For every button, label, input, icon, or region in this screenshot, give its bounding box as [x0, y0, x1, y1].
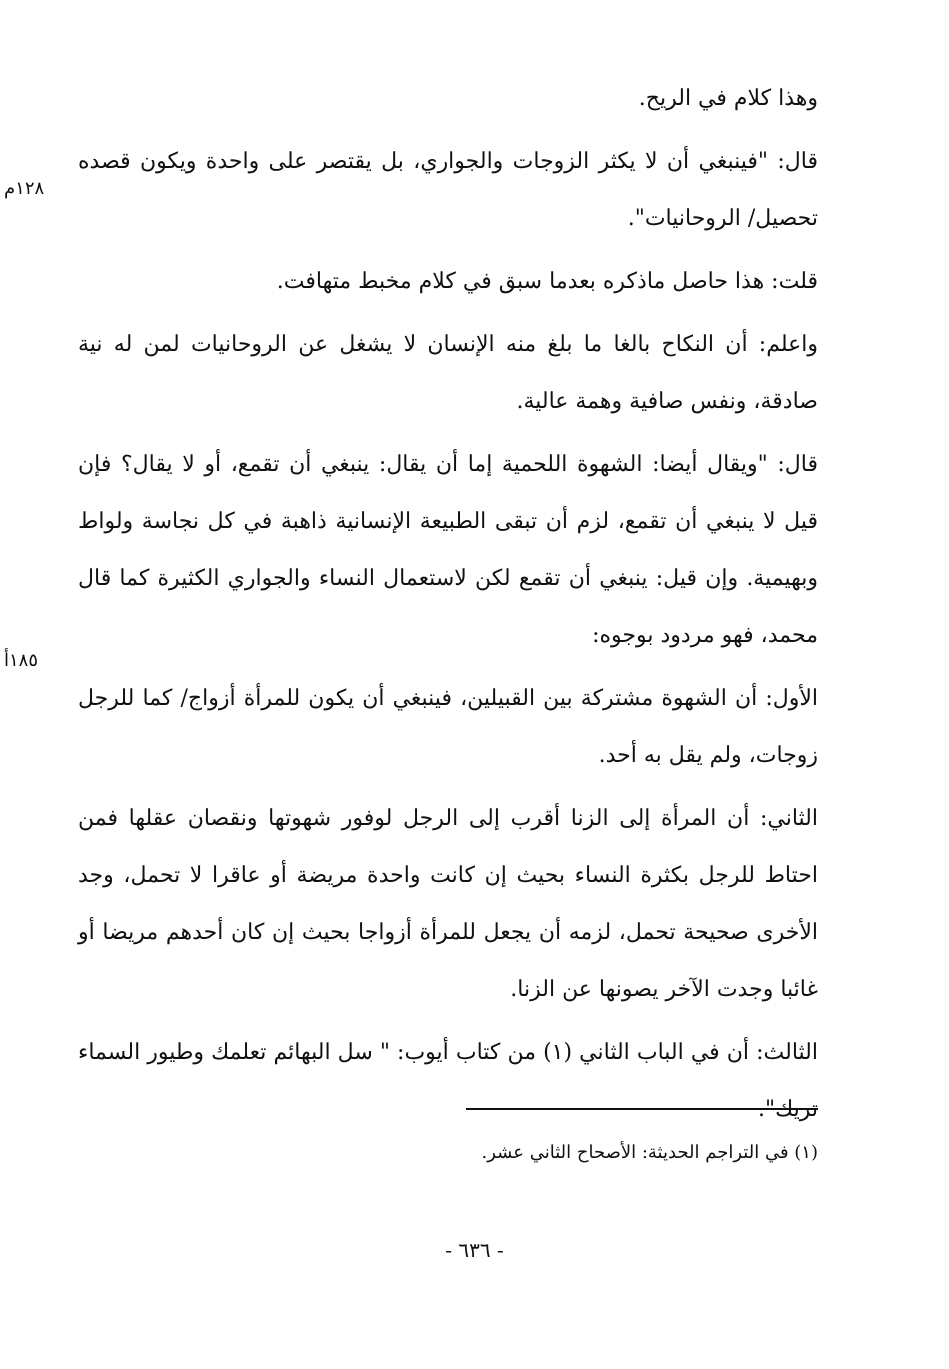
paragraph-2: قال: "فينبغي أن لا يكثر الزوجات والجواري، بل يقتصر على واحدة ويكون قصده تحصيل/ الروحانيات". [78, 149, 818, 231]
paragraph-3: قلت: هذا حاصل ماذكره بعدما سبق في كلام مخبط متهافت. [276, 269, 818, 294]
footnote: (١) في التراجم الحديثة: الأصحاح الثاني عشر. [481, 1142, 818, 1163]
paragraph-8: الثالث: أن في الباب الثاني (١) من كتاب أيوب: " سل البهائم تعلمك وطيور السماء تريك". [78, 1040, 818, 1122]
main-text [78, 70, 818, 1144]
paragraph-6: الأول: أن الشهوة مشتركة بين القبيلين، فينبغي أن يكون للمرأة أزواج/ كما للرجل زوجات، ولم يقل به أحد. [78, 686, 818, 768]
paragraph-7: الثاني: أن المرأة إلى الزنا أقرب إلى الرجل لوفور شهوتها ونقصان عقلها فمن احتاط للرجل بكثرة النساء بحيث إن كانت واحدة مريضة أو عاقرا لا تحمل، وجد الأخرى صحيحة تحمل، لزمه أن يجعل للمرأة أزواجا بحيث إن كان أحدهم مريضا أو غائبا وجدت الآخر يصونها عن الزنا. [78, 806, 818, 1002]
margin-note-folio-1: ١٢٨م [4, 178, 45, 199]
footnote-divider [466, 1108, 818, 1110]
margin-note-folio-2: ١٨٥أ [4, 650, 39, 671]
page-number: - ٦٣٦ - [445, 1238, 504, 1262]
paragraph-4: واعلم: أن النكاح بالغا ما بلغ منه الإنسان لا يشغل عن الروحانيات لمن له نية صادقة، ونفس صافية وهمة عالية. [78, 332, 818, 414]
paragraph-5: قال: "ويقال أيضا: الشهوة اللحمية إما أن يقال: ينبغي أن تقمع، أو لا يقال؟ فإن قيل لا ينبغي أن تقمع، لزم أن تبقى الطبيعة الإنسانية ذاهبة في كل نجاسة ولواط وبهيمية. وإن قيل: ينبغي أن تقمع لكن لاستعمال النساء والجواري الكثيرة كما قال محمد، فهو مردود بوجوه: [78, 452, 818, 648]
paragraph-1: وهذا كلام في الريح. [638, 86, 818, 111]
